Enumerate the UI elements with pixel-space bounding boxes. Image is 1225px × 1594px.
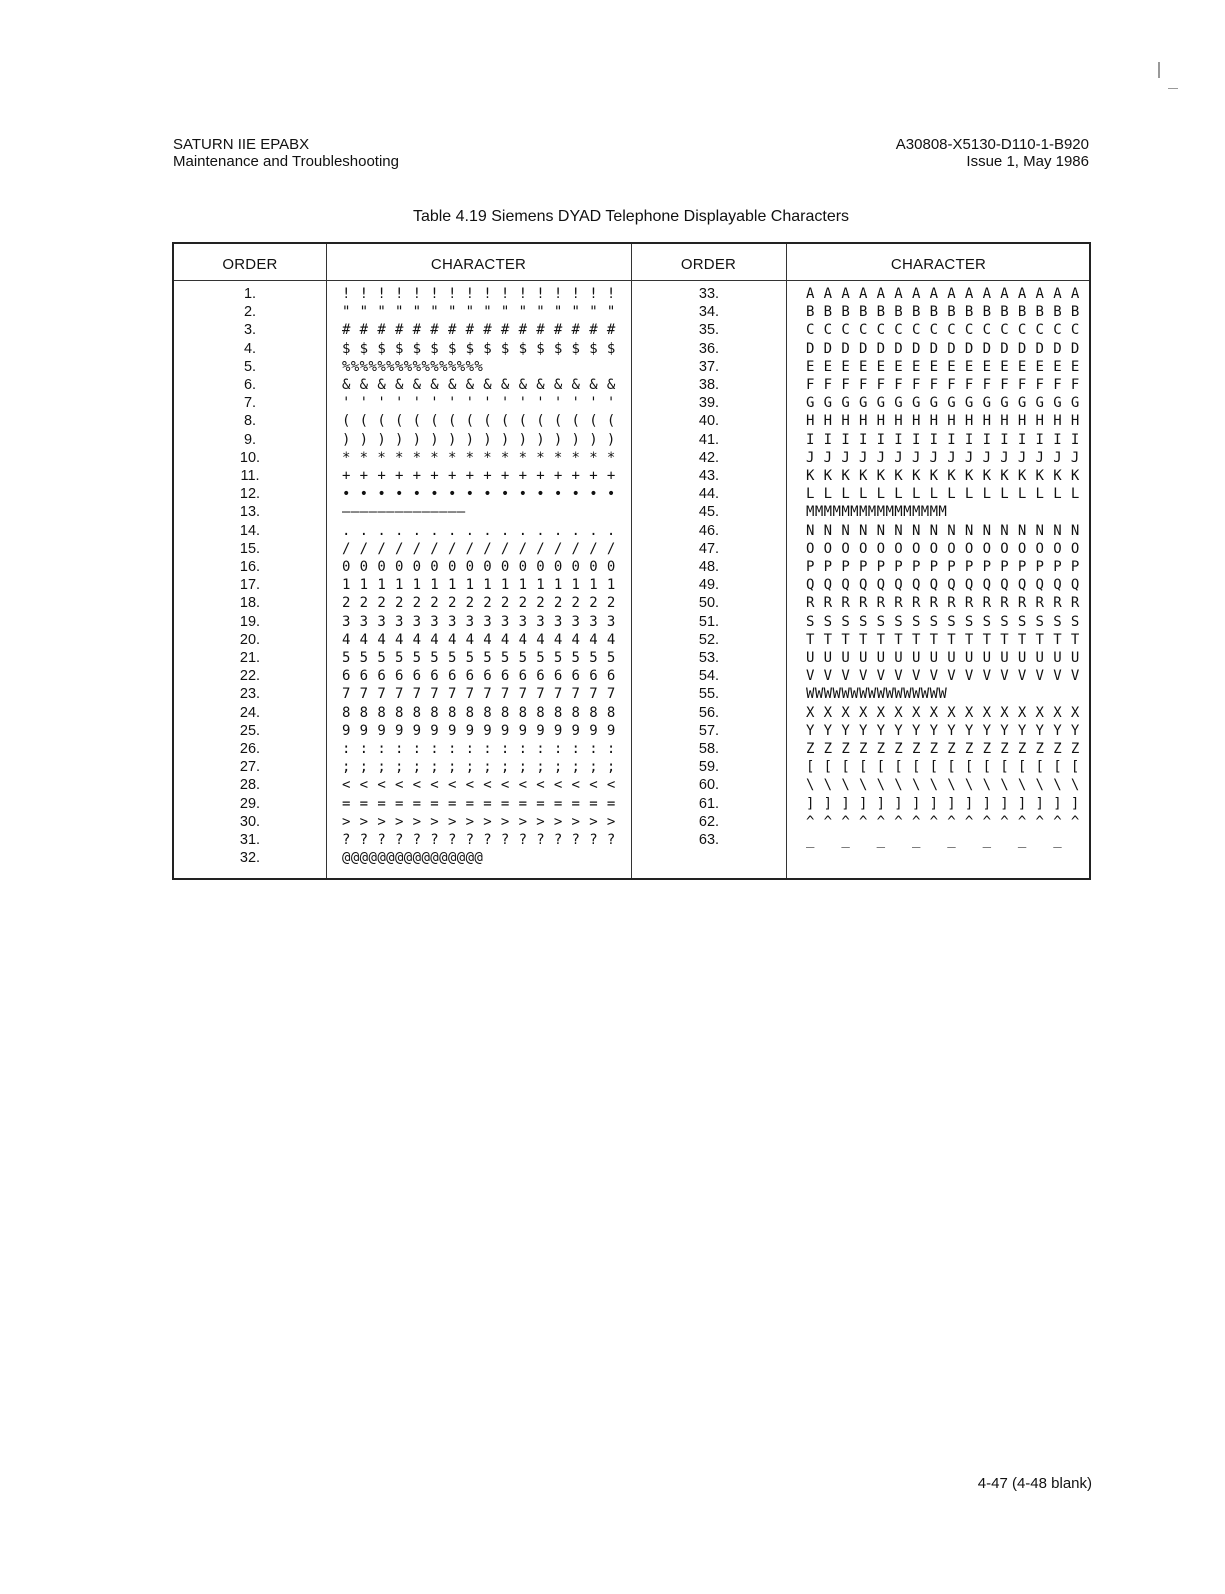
left-order-cell: 19. [239, 613, 261, 630]
left-character-cell: + + + + + + + + + + + + + + + + [342, 468, 616, 484]
table-row [174, 467, 1089, 485]
left-character-cell: —————————————— [342, 504, 466, 521]
col-header-character-left: CHARACTER [430, 256, 527, 273]
right-character-cell: G G G G G G G G G G G G G G G G [806, 395, 1080, 412]
left-order-cell: 6. [243, 377, 257, 393]
left-character-cell: # # # # # # # # # # # # # # # # [342, 322, 616, 339]
right-order-cell: 43. [698, 468, 720, 484]
doc-issue: Issue 1, May 1986 [966, 153, 1089, 170]
right-character-cell: B B B B B B B B B B B B B B B B [806, 304, 1080, 321]
table-row [174, 558, 1089, 576]
right-order-cell: 38. [698, 377, 720, 393]
left-character-cell: 4 4 4 4 4 4 4 4 4 4 4 4 4 4 4 4 [342, 631, 616, 648]
right-character-cell: P P P P P P P P P P P P P P P P [806, 559, 1080, 575]
left-character-cell: = = = = = = = = = = = = = = = = [342, 795, 616, 812]
table-row [174, 340, 1089, 358]
right-order-cell: 37. [698, 358, 720, 375]
right-order-cell: 51. [698, 613, 720, 630]
col-header-character-right: CHARACTER [890, 256, 987, 273]
right-character-cell: Y Y Y Y Y Y Y Y Y Y Y Y Y Y Y Y [806, 722, 1080, 739]
left-character-cell: %%%%%%%%%%%%%%%% [342, 358, 484, 375]
right-order-cell: 49. [698, 577, 720, 594]
table-row [174, 849, 1089, 867]
left-order-cell: 26. [239, 741, 261, 757]
right-character-cell: E E E E E E E E E E E E E E E E [806, 358, 1080, 375]
left-character-cell: 2 2 2 2 2 2 2 2 2 2 2 2 2 2 2 2 [342, 595, 616, 612]
right-order-cell: 46. [698, 522, 720, 539]
right-character-cell: V V V V V V V V V V V V V V V V [806, 668, 1080, 685]
table-row [174, 685, 1089, 703]
left-character-cell: " " " " " " " " " " " " " " " " [342, 304, 616, 321]
right-order-cell: 45. [698, 504, 720, 521]
table-row [174, 431, 1089, 449]
col-header-order-left: ORDER [222, 256, 278, 273]
table-row [174, 522, 1089, 540]
left-order-cell: 21. [239, 650, 261, 666]
left-order-cell: 29. [239, 795, 261, 812]
left-character-cell: 0 0 0 0 0 0 0 0 0 0 0 0 0 0 0 0 [342, 559, 616, 575]
right-order-cell: 39. [698, 395, 720, 412]
left-character-cell: 5 5 5 5 5 5 5 5 5 5 5 5 5 5 5 5 [342, 650, 616, 666]
header-left [173, 136, 399, 170]
right-character-cell: T T T T T T T T T T T T T T T T [806, 631, 1080, 648]
left-order-cell: 11. [240, 468, 260, 484]
right-order-cell: 36. [698, 340, 720, 357]
left-character-cell: 6 6 6 6 6 6 6 6 6 6 6 6 6 6 6 6 [342, 668, 616, 685]
left-character-cell: ) ) ) ) ) ) ) ) ) ) ) ) ) ) ) ) [342, 431, 616, 448]
doc-number: A30808-X5130-D110-1-B920 [895, 136, 1089, 153]
right-order-cell: 63. [698, 832, 720, 848]
left-character-cell: $ $ $ $ $ $ $ $ $ $ $ $ $ $ $ $ [342, 340, 616, 357]
right-character-cell: L L L L L L L L L L L L L L L L [806, 486, 1080, 503]
table-row [174, 722, 1089, 740]
left-character-cell: 7 7 7 7 7 7 7 7 7 7 7 7 7 7 7 7 [342, 686, 616, 703]
right-character-cell: X X X X X X X X X X X X X X X X [806, 704, 1080, 721]
right-character-cell: F F F F F F F F F F F F F F F F [806, 377, 1080, 393]
right-order-cell: 62. [698, 813, 720, 830]
left-character-cell: 1 1 1 1 1 1 1 1 1 1 1 1 1 1 1 1 [342, 577, 616, 594]
left-character-cell: / / / / / / / / / / / / / / / / [342, 540, 616, 557]
left-order-cell: 12. [239, 486, 261, 503]
left-order-cell: 28. [239, 777, 261, 794]
table-row [174, 576, 1089, 594]
left-order-cell: 9. [243, 431, 257, 448]
col-header-order-right: ORDER [680, 256, 737, 273]
right-order-cell: 54. [698, 668, 720, 685]
left-order-cell: 23. [239, 686, 261, 703]
right-character-cell: C C C C C C C C C C C C C C C C [806, 322, 1080, 339]
table-row [174, 376, 1089, 394]
doc-section: Maintenance and Troubleshooting [173, 153, 399, 170]
left-order-cell: 14. [239, 522, 261, 539]
left-order-cell: 10. [239, 449, 261, 466]
left-order-cell: 22. [239, 668, 261, 685]
left-character-cell: • • • • • • • • • • • • • • • • [342, 486, 616, 503]
left-character-cell: 8 8 8 8 8 8 8 8 8 8 8 8 8 8 8 8 [342, 704, 616, 721]
right-order-cell: 52. [698, 631, 720, 648]
table-row [174, 758, 1089, 776]
right-character-cell: ^ ^ ^ ^ ^ ^ ^ ^ ^ ^ ^ ^ ^ ^ ^ ^ [806, 813, 1080, 830]
right-character-cell: S S S S S S S S S S S S S S S S [806, 613, 1080, 630]
table-row [174, 485, 1089, 503]
right-order-cell: 33. [698, 286, 720, 302]
table-row [174, 303, 1089, 321]
header-right [896, 136, 1089, 170]
left-order-cell: 32. [239, 850, 261, 867]
right-character-cell: MMMMMMMMMMMMMMMM [806, 504, 948, 521]
right-order-cell: 40. [698, 413, 720, 430]
right-character-cell: N N N N N N N N N N N N N N N N [806, 522, 1080, 539]
right-order-cell: 44. [698, 486, 720, 503]
left-character-cell: 3 3 3 3 3 3 3 3 3 3 3 3 3 3 3 3 [342, 613, 616, 630]
right-character-cell: J J J J J J J J J J J J J J J J [806, 449, 1080, 466]
left-order-cell: 24. [239, 704, 261, 721]
table-row [174, 813, 1089, 831]
right-order-cell: 61. [698, 795, 720, 812]
scan-mark [1158, 62, 1160, 78]
right-order-cell: 47. [698, 540, 720, 557]
left-order-cell: 4. [243, 340, 257, 357]
right-character-cell: H H H H H H H H H H H H H H H H [806, 413, 1080, 430]
table-title: Table 4.19 Siemens DYAD Telephone Displayable Characters [412, 208, 850, 225]
table-row [174, 594, 1089, 612]
right-character-cell: Q Q Q Q Q Q Q Q Q Q Q Q Q Q Q Q [806, 577, 1080, 594]
right-character-cell: [ [ [ [ [ [ [ [ [ [ [ [ [ [ [ [ [806, 759, 1080, 776]
right-order-cell: 48. [698, 559, 720, 575]
table-row [174, 631, 1089, 649]
right-character-cell: O O O O O O O O O O O O O O O O [806, 540, 1080, 557]
right-order-cell: 41. [698, 431, 720, 448]
right-order-cell: 35. [698, 322, 720, 339]
left-order-cell: 18. [239, 595, 261, 612]
left-character-cell: 9 9 9 9 9 9 9 9 9 9 9 9 9 9 9 9 [342, 722, 616, 739]
left-order-cell: 3. [243, 322, 257, 339]
table-row [174, 449, 1089, 467]
right-order-cell: 34. [698, 304, 720, 321]
table-row [174, 321, 1089, 339]
right-character-cell: ] ] ] ] ] ] ] ] ] ] ] ] ] ] ] ] [806, 795, 1080, 812]
left-order-cell: 7. [243, 395, 257, 412]
left-character-cell: @@@@@@@@@@@@@@@@ [342, 850, 484, 867]
left-order-cell: 27. [239, 759, 261, 776]
left-character-cell: . . . . . . . . . . . . . . . . [342, 522, 616, 539]
left-character-cell: & & & & & & & & & & & & & & & & [342, 377, 616, 393]
right-character-cell: U U U U U U U U U U U U U U U U [806, 650, 1080, 666]
table-row [174, 503, 1089, 521]
left-order-cell: 30. [239, 813, 261, 830]
table-row [174, 540, 1089, 558]
left-order-cell: 5. [243, 358, 257, 375]
right-character-cell: R R R R R R R R R R R R R R R R [806, 595, 1080, 612]
header-divider [174, 280, 1089, 281]
left-order-cell: 8. [243, 413, 257, 430]
right-character-cell: _ _ _ _ _ _ _ _ [806, 832, 1063, 848]
right-order-cell: 57. [698, 722, 720, 739]
table-row [174, 831, 1089, 849]
left-character-cell: * * * * * * * * * * * * * * * * [342, 449, 616, 466]
right-order-cell: 56. [698, 704, 720, 721]
right-order-cell: 55. [698, 686, 720, 703]
left-order-cell: 20. [239, 631, 261, 648]
right-character-cell: Z Z Z Z Z Z Z Z Z Z Z Z Z Z Z Z [806, 741, 1080, 757]
table-row [174, 667, 1089, 685]
left-character-cell: < < < < < < < < < < < < < < < < [342, 777, 616, 794]
right-character-cell: I I I I I I I I I I I I I I I I [806, 431, 1080, 448]
right-order-cell: 59. [698, 759, 720, 776]
table-row [174, 776, 1089, 794]
right-order-cell: 58. [698, 741, 720, 757]
right-character-cell: WWWWWWWWWWWWWWWW [806, 686, 948, 703]
right-character-cell: K K K K K K K K K K K K K K K K [806, 468, 1080, 484]
left-character-cell: ' ' ' ' ' ' ' ' ' ' ' ' ' ' ' ' [342, 395, 616, 412]
left-order-cell: 17. [239, 577, 261, 594]
table-row [174, 412, 1089, 430]
right-order-cell: 50. [698, 595, 720, 612]
table-row [174, 795, 1089, 813]
left-character-cell: ; ; ; ; ; ; ; ; ; ; ; ; ; ; ; ; [342, 759, 616, 776]
right-character-cell: \ \ \ \ \ \ \ \ \ \ \ \ \ \ \ \ [806, 777, 1080, 794]
left-order-cell: 2. [243, 304, 257, 321]
left-character-cell: ( ( ( ( ( ( ( ( ( ( ( ( ( ( ( ( [342, 413, 616, 430]
table-row [174, 394, 1089, 412]
right-order-cell: 53. [698, 650, 720, 666]
table-row [174, 704, 1089, 722]
left-order-cell: 15. [239, 540, 261, 557]
right-order-cell: 60. [698, 777, 720, 794]
page-number: 4-47 (4-48 blank) [977, 1475, 1092, 1492]
right-character-cell: A A A A A A A A A A A A A A A A [806, 286, 1080, 302]
characters-table [172, 242, 1091, 880]
table-row [174, 613, 1089, 631]
table-row [174, 649, 1089, 667]
table-row [174, 358, 1089, 376]
left-character-cell: ! ! ! ! ! ! ! ! ! ! ! ! ! ! ! ! [342, 286, 616, 302]
scan-mark [1168, 88, 1178, 89]
left-order-cell: 31. [239, 832, 261, 848]
doc-product: SATURN IIE EPABX [173, 136, 310, 153]
table-row [174, 740, 1089, 758]
left-order-cell: 13. [239, 504, 261, 521]
left-order-cell: 16. [239, 559, 261, 575]
left-character-cell: : : : : : : : : : : : : : : : : [342, 741, 616, 757]
right-character-cell: D D D D D D D D D D D D D D D D [806, 340, 1080, 357]
table-row [174, 285, 1089, 303]
left-character-cell: > > > > > > > > > > > > > > > > [342, 813, 616, 830]
right-order-cell: 42. [698, 449, 720, 466]
left-order-cell: 25. [239, 722, 261, 739]
left-order-cell: 1. [243, 286, 257, 302]
left-character-cell: ? ? ? ? ? ? ? ? ? ? ? ? ? ? ? ? [342, 832, 616, 848]
